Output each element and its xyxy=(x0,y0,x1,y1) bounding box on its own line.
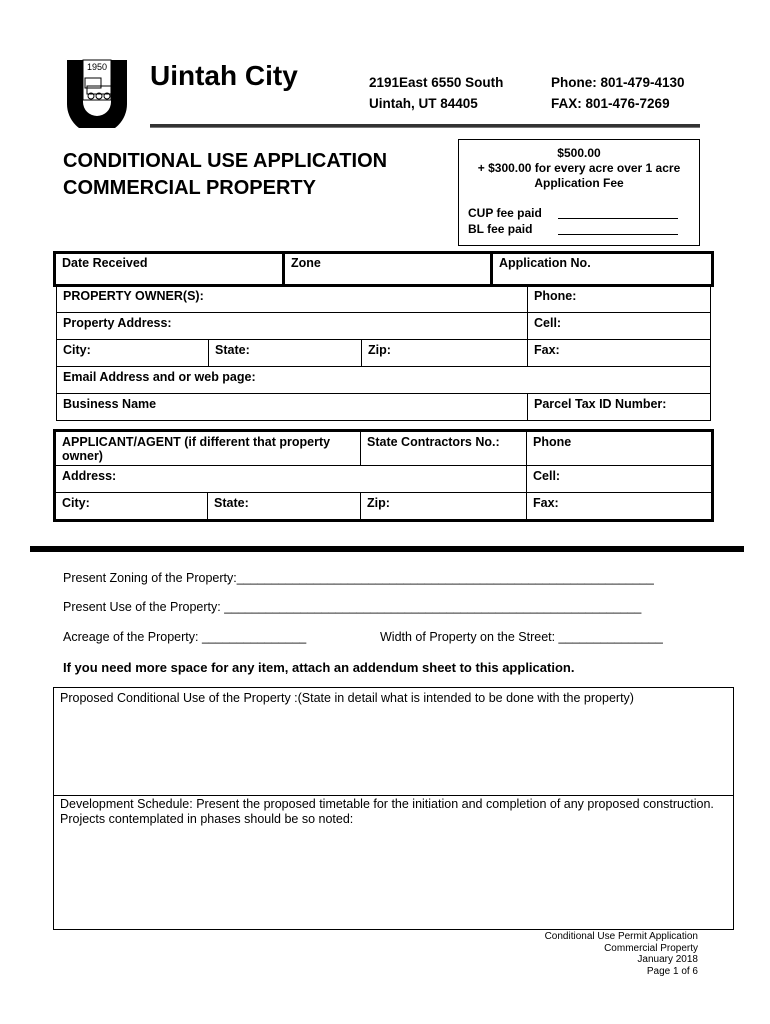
bl-fee-paid-field[interactable] xyxy=(558,224,678,235)
owner-city-field[interactable] xyxy=(57,340,209,367)
parcel-tax-id-label: Parcel Tax ID Number: xyxy=(534,397,667,411)
property-owner-field[interactable] xyxy=(57,286,528,313)
section-divider xyxy=(30,546,744,552)
fee-box xyxy=(458,139,700,246)
applicant-city-field[interactable] xyxy=(55,493,208,521)
applicant-fax-label: Fax: xyxy=(533,496,559,510)
zone-field[interactable] xyxy=(284,253,492,286)
owner-phone-field[interactable] xyxy=(528,286,711,313)
owner-zip-label: Zip: xyxy=(368,343,391,357)
applicant-state-field[interactable] xyxy=(208,493,361,521)
form-title-line-1: CONDITIONAL USE APPLICATION xyxy=(63,150,388,172)
city-fax: FAX: 801-476-7269 xyxy=(551,96,670,111)
proposed-use-label: Proposed Conditional Use of the Property :(State in detail what is intended to be done with the property) xyxy=(60,691,634,705)
bl-fee-paid-label: BL fee paid xyxy=(468,222,533,236)
applicant-address-label: Address: xyxy=(62,469,117,483)
footer-property-type: Commercial Property xyxy=(604,942,698,954)
address-line-2: Uintah, UT 84405 xyxy=(369,96,478,111)
footer-page-number: Page 1 of 6 xyxy=(646,965,698,977)
applicant-address-field[interactable] xyxy=(55,466,527,493)
logo-year: 1950 xyxy=(86,62,108,72)
email-label: Email Address and or web page: xyxy=(63,370,256,384)
business-name-field[interactable] xyxy=(57,394,528,421)
property-address-label: Property Address: xyxy=(63,316,172,330)
cup-fee-paid-field[interactable] xyxy=(558,208,678,219)
cup-fee-paid-label: CUP fee paid xyxy=(468,206,542,220)
applicant-city-label: City: xyxy=(62,496,90,510)
applicant-cell-field[interactable] xyxy=(527,466,713,493)
owner-state-field[interactable] xyxy=(209,340,362,367)
owner-fax-field[interactable] xyxy=(528,340,711,367)
header-rule xyxy=(150,124,700,128)
footer-date: January 2018 xyxy=(637,954,698,965)
property-owner-label: PROPERTY OWNER(S): xyxy=(63,289,204,303)
applicant-zip-label: Zip: xyxy=(367,496,390,510)
state-contractors-label: State Contractors No.: xyxy=(367,435,500,449)
property-address-field[interactable] xyxy=(57,313,528,340)
owner-fax-label: Fax: xyxy=(534,343,560,357)
applicant-cell-label: Cell: xyxy=(533,469,561,483)
applicant-fax-field[interactable] xyxy=(527,493,713,521)
applicant-agent-label: APPLICANT/AGENT (if different that property owner) xyxy=(62,435,331,463)
page-footer xyxy=(545,931,698,977)
city-phone: Phone: 801-479-4130 xyxy=(551,75,685,90)
uintah-city-logo xyxy=(63,58,131,128)
form-title-line-2: COMMERCIAL PROPERTY xyxy=(63,177,316,199)
fee-per-acre: + $300.00 for every acre over 1 acre xyxy=(477,161,681,175)
owner-cell-label: Cell: xyxy=(534,316,562,330)
street-width-field[interactable]: Width of Property on the Street: _______________ xyxy=(380,630,663,644)
email-field[interactable] xyxy=(57,367,711,394)
development-schedule-box[interactable] xyxy=(53,794,734,930)
applicant-agent-field[interactable] xyxy=(55,431,361,466)
application-no-field[interactable] xyxy=(492,253,713,286)
fee-amount: $500.00 xyxy=(557,146,601,160)
fee-label: Application Fee xyxy=(534,176,624,190)
state-contractors-field[interactable] xyxy=(361,431,527,466)
business-name-label: Business Name xyxy=(63,397,157,411)
present-use-field[interactable]: Present Use of the Property: ____________________________________________________________ xyxy=(63,600,642,614)
application-no-label: Application No. xyxy=(499,256,591,270)
address-line-1: 2191East 6550 South xyxy=(369,75,504,90)
city-name: Uintah City xyxy=(150,60,298,91)
applicant-phone-field[interactable] xyxy=(527,431,713,466)
owner-cell-field[interactable] xyxy=(528,313,711,340)
applicant-zip-field[interactable] xyxy=(361,493,527,521)
owner-zip-field[interactable] xyxy=(362,340,528,367)
zone-label: Zone xyxy=(291,256,321,270)
acreage-field[interactable]: Acreage of the Property: _______________ xyxy=(63,630,307,644)
development-schedule-note: Projects contemplated in phases should be so noted: xyxy=(60,812,354,826)
owner-city-label: City: xyxy=(63,343,91,357)
development-schedule-label: Development Schedule: Present the proposed timetable for the initiation and completion of any proposed construction. xyxy=(60,797,714,811)
applicant-phone-label: Phone xyxy=(533,435,572,449)
parcel-tax-id-field[interactable] xyxy=(528,394,711,421)
footer-form-name: Conditional Use Permit Application xyxy=(544,931,698,942)
owner-phone-label: Phone: xyxy=(534,289,577,303)
applicant-table xyxy=(53,429,714,522)
date-received-field[interactable] xyxy=(55,253,284,286)
proposed-use-box[interactable] xyxy=(53,687,734,796)
present-zoning-field[interactable]: Present Zoning of the Property:____________________________________________________________ xyxy=(63,571,654,585)
addendum-note: If you need more space for any item, attach an addendum sheet to this application. xyxy=(63,660,575,675)
property-owner-table xyxy=(56,285,711,421)
office-use-table xyxy=(53,251,714,287)
date-received-label: Date Received xyxy=(62,256,148,270)
owner-state-label: State: xyxy=(215,343,250,357)
applicant-state-label: State: xyxy=(214,496,249,510)
